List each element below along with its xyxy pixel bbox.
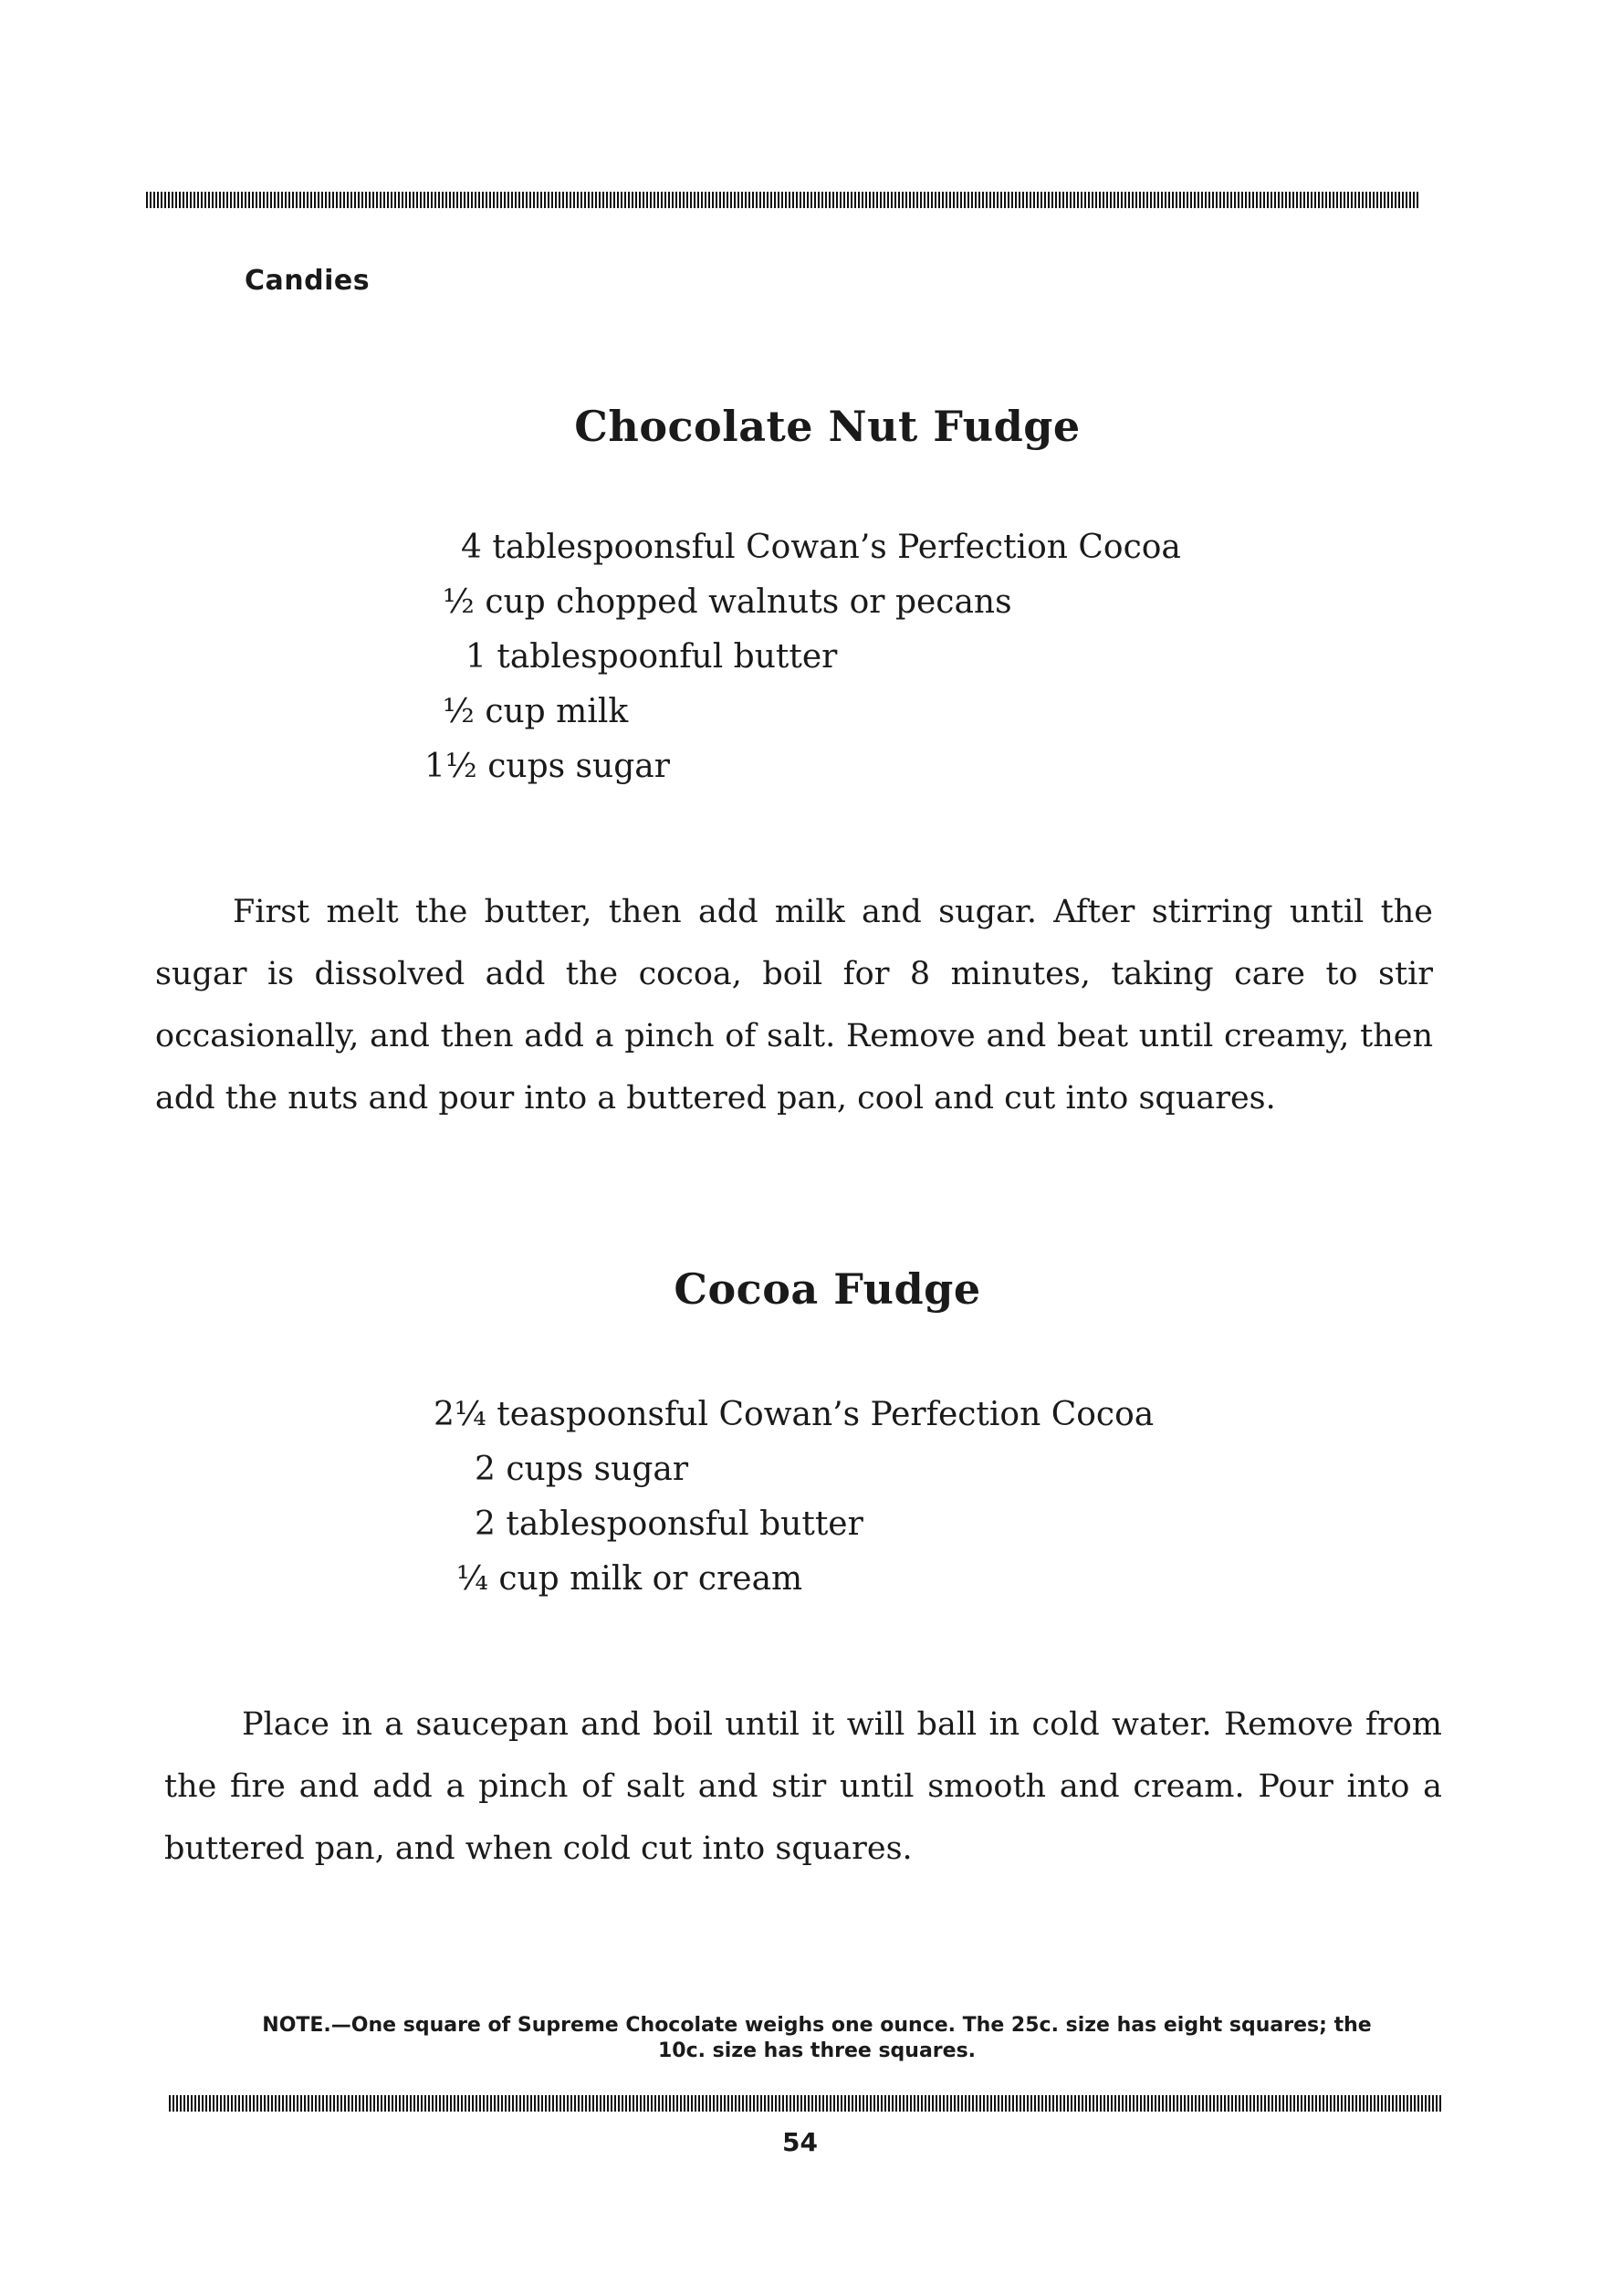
- recipe-title-chocolate-nut-fudge: Chocolate Nut Fudge: [574, 402, 1081, 451]
- top-decorative-rule: [146, 192, 1419, 208]
- footnote: NOTE.—One square of Supreme Chocolate weighs one ounce. The 25c. size has eight squares; the 10c. size has three squares.: [262, 2014, 1372, 2062]
- ingredient-item: ½ cup milk: [443, 693, 629, 730]
- directions-cocoa-fudge: Place in a saucepan and boil until it will ball in cold water. Remove from the fire and add a pinch of salt and stir until smooth and cream. Pour into a buttered pan, and when cold cut into squares.: [164, 1706, 1442, 1867]
- bottom-decorative-rule: [169, 2095, 1442, 2112]
- ingredient-item: 2¼ teaspoonsful Cowan’s Perfection Cocoa: [434, 1396, 1155, 1433]
- section-label: Candies: [245, 265, 371, 297]
- ingredient-list-cocoa-fudge: [429, 1388, 1154, 1607]
- ingredient-item: ½ cup chopped walnuts or pecans: [443, 583, 1012, 621]
- ingredient-item: 1 tablespoonful butter: [465, 638, 838, 676]
- ingredient-list-chocolate-nut-fudge: [420, 520, 1181, 794]
- page-number: 54: [782, 2127, 818, 2157]
- ingredient-item: ¼ cup milk or cream: [456, 1560, 803, 1598]
- ingredient-item: 4 tablespoonsful Cowan’s Perfection Cocoa: [461, 529, 1181, 566]
- ingredient-item: 2 tablespoonsful butter: [475, 1505, 863, 1543]
- ingredient-item: 2 cups sugar: [475, 1451, 689, 1488]
- directions-chocolate-nut-fudge: First melt the butter, then add milk and sugar. After stirring until the sugar is dissolved add the cocoa, boil for 8 minutes, taking care to stir occasionally, and then add a pinch of salt. Remove and beat until creamy, then add the nuts and pour into a buttered pan, cool and cut into squares.: [155, 894, 1433, 1117]
- recipe-title-cocoa-fudge: Cocoa Fudge: [674, 1264, 981, 1314]
- ingredient-item: 1½ cups sugar: [424, 748, 670, 785]
